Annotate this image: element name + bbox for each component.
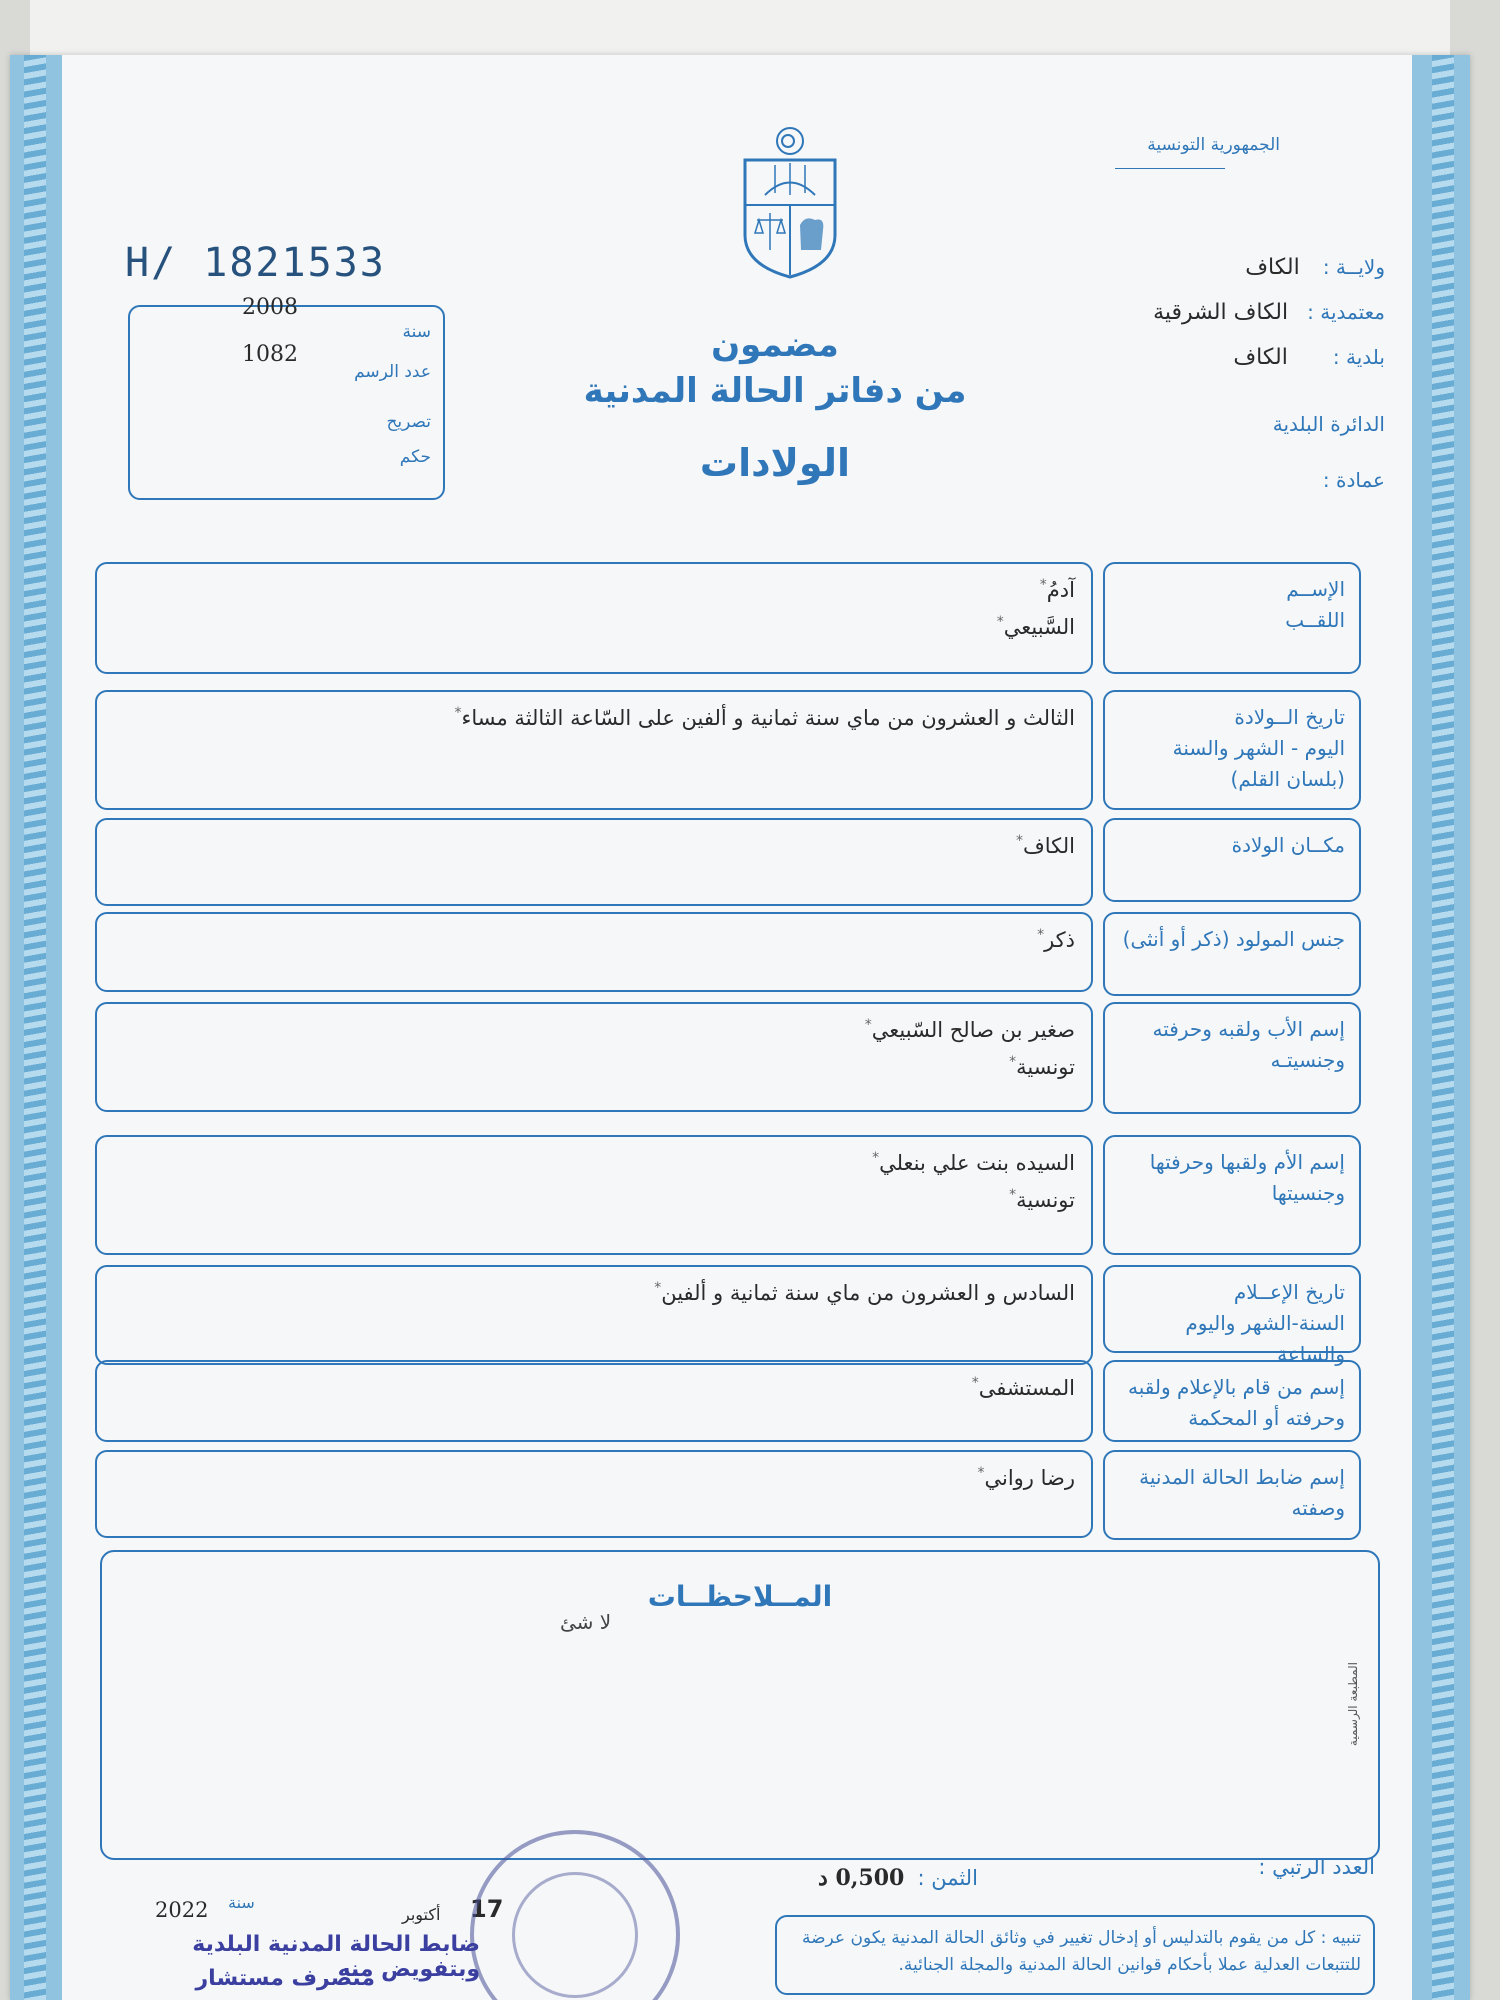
- row-value-text: صغير بن صالح السّبيعي: [871, 1018, 1075, 1042]
- row-label-line: اللقــب: [1285, 608, 1345, 632]
- register-number: 1082: [242, 342, 298, 367]
- row-value-line: [113, 1012, 1075, 1049]
- printer-mark: المطبعة الرسمية: [1346, 1662, 1360, 1747]
- row-label-line: (بلسان القلم): [1230, 767, 1345, 791]
- row-label-line: تاريخ الإعــلام: [1233, 1280, 1345, 1304]
- row-value-line: [113, 609, 1075, 646]
- issue-year: 2022: [155, 1898, 209, 1922]
- row-label-line: جنس المولود (ذكر أو أنثى): [1122, 927, 1345, 951]
- asterisk-icon: *: [971, 1375, 979, 1391]
- row-label-9: [1103, 1450, 1361, 1540]
- imada-label: عمادة :: [1322, 468, 1385, 492]
- row-value-text: المستشفى: [978, 1376, 1075, 1400]
- row-label-6: [1103, 1135, 1361, 1255]
- row-label-line: إسم من قام بالإعلام ولقبه: [1128, 1375, 1345, 1399]
- row-label-1: [1103, 562, 1361, 674]
- signatory-line-2: متصرف مستشار: [195, 1966, 375, 1991]
- delegation-field: [1045, 300, 1385, 325]
- asterisk-icon: *: [1037, 927, 1045, 943]
- document-titles: [540, 325, 1010, 485]
- row-value-line: [113, 1460, 1075, 1497]
- row-value-line: [113, 1182, 1075, 1219]
- notes-box: [100, 1550, 1380, 1860]
- wilaya-label: ولايــة :: [1322, 255, 1385, 279]
- header-rule: [1115, 168, 1225, 169]
- asterisk-icon: *: [864, 1017, 872, 1033]
- issue-month: أكتوبر: [402, 1905, 441, 1924]
- serial-number: H/ 1821533: [125, 240, 386, 286]
- asterisk-icon: *: [654, 1280, 662, 1296]
- notes-title: المــلاحظــات: [647, 1580, 833, 1613]
- row-value-line: [113, 700, 1075, 737]
- row-value-7: [95, 1265, 1093, 1365]
- register-box: [128, 295, 445, 500]
- price-field: [818, 1865, 978, 1891]
- title-births: الولادات: [699, 441, 851, 485]
- legal-warning: تنبيه : كل من يقوم بالتدليس أو إدخال تغيير في وثائق الحالة المدنية يكون عرضة للتتبعات العدلية عملا بأحكام قوانين الحالة المدنية والمجلة الجنائية.: [775, 1915, 1375, 1995]
- row-label-4: [1103, 912, 1361, 996]
- municipality-label: بلدية :: [1332, 345, 1385, 369]
- title-main: مضمون: [711, 325, 839, 365]
- row-value-line: [113, 1370, 1075, 1407]
- register-year: 2008: [242, 295, 298, 320]
- row-label-line: السنة-الشهر واليوم والساعة: [1185, 1311, 1345, 1366]
- row-value-text: السادس و العشرون من ماي سنة ثمانية و ألفين: [661, 1281, 1075, 1305]
- row-value-text: تونسية: [1016, 1187, 1075, 1212]
- row-label-line: مكــان الولادة: [1231, 833, 1345, 857]
- tunisia-coat-of-arms-icon: [735, 125, 845, 280]
- row-value-line: [113, 922, 1075, 959]
- asterisk-icon: *: [977, 1465, 985, 1481]
- row-value-text: الثالث و العشرون من ماي سنة ثمانية و ألفين على السّاعة الثالثة مساء: [461, 706, 1075, 730]
- asterisk-icon: *: [1009, 1053, 1017, 1070]
- delegation-value: الكاف الشرقية: [1153, 300, 1289, 325]
- wilaya-field: [1155, 255, 1385, 280]
- asterisk-icon: *: [1016, 833, 1023, 849]
- signatory-line-1: ضابط الحالة المدنية البلدية وبتفويض منه: [192, 1932, 480, 1982]
- row-value-3: [95, 818, 1093, 906]
- district-label: الدائرة البلدية: [1272, 412, 1385, 436]
- price-label: الثمن :: [917, 1866, 978, 1890]
- row-value-8: [95, 1360, 1093, 1442]
- issue-day: 17: [470, 1895, 504, 1923]
- row-value-text: رضا رواني: [984, 1466, 1075, 1490]
- row-value-2: [95, 690, 1093, 810]
- wilaya-value: الكاف: [1245, 255, 1300, 280]
- asterisk-icon: *: [1039, 577, 1047, 593]
- republic-name: الجمهورية التونسية: [1147, 135, 1280, 155]
- row-value-text: السيده بنت علي بنعلي: [879, 1151, 1075, 1175]
- row-value-text: السَّبيعي: [1003, 614, 1075, 639]
- municipality-field: [1045, 345, 1385, 370]
- title-sub: من دفاتر الحالة المدنية: [583, 371, 967, 411]
- issue-year-label: سنة: [228, 1893, 255, 1912]
- serial-order-label: العدد الرتبي :: [1258, 1855, 1375, 1879]
- row-label-line: إسم الأم ولقبها وحرفتها: [1149, 1150, 1345, 1174]
- row-label-line: وحرفته أو المحكمة: [1188, 1406, 1345, 1430]
- row-label-3: [1103, 818, 1361, 902]
- row-label-5: [1103, 1002, 1361, 1114]
- row-value-text: آدمُ: [1046, 578, 1075, 602]
- asterisk-icon: *: [872, 1150, 880, 1166]
- row-value-text: الكاف: [1023, 834, 1075, 858]
- judgment-label: حكم: [399, 447, 431, 467]
- row-label-line: إسم الأب ولقبه وحرفته: [1152, 1017, 1345, 1041]
- row-label-line: وجنسيتـه: [1270, 1048, 1345, 1072]
- register-number-label: عدد الرسم: [354, 362, 431, 382]
- asterisk-icon: *: [996, 613, 1004, 630]
- row-value-text: تونسية: [1016, 1054, 1075, 1079]
- row-label-line: الإســم: [1286, 577, 1345, 601]
- row-label-line: وصفته: [1291, 1496, 1345, 1520]
- row-value-line: [113, 572, 1075, 609]
- price-value: 0,500 د: [818, 1865, 905, 1891]
- row-label-2: [1103, 690, 1361, 810]
- asterisk-icon: *: [454, 705, 462, 721]
- row-label-8: [1103, 1360, 1361, 1442]
- row-value-5: [95, 1002, 1093, 1112]
- row-value-9: [95, 1450, 1093, 1538]
- row-value-1: [95, 562, 1093, 674]
- row-value-line: [113, 1145, 1075, 1182]
- row-value-4: [95, 912, 1093, 992]
- row-label-line: تاريخ الــولادة: [1234, 705, 1345, 729]
- row-label-line: إسم ضابط الحالة المدنية: [1139, 1465, 1345, 1489]
- row-label-line: اليوم - الشهر والسنة: [1172, 736, 1345, 760]
- notes-value: لا شئ: [560, 1610, 612, 1634]
- row-value-text: ذكر: [1044, 928, 1075, 952]
- declaration-label: تصريح: [386, 412, 431, 432]
- row-value-line: [113, 828, 1075, 865]
- row-value-line: [113, 1049, 1075, 1086]
- row-value-line: [113, 1275, 1075, 1312]
- row-value-6: [95, 1135, 1093, 1255]
- register-year-label: سنة: [402, 322, 431, 342]
- asterisk-icon: *: [1009, 1186, 1017, 1203]
- municipality-value: الكاف: [1233, 345, 1288, 370]
- delegation-label: معتمدية :: [1307, 300, 1385, 324]
- row-label-line: وجنسيتها: [1271, 1181, 1345, 1205]
- row-label-7: [1103, 1265, 1361, 1366]
